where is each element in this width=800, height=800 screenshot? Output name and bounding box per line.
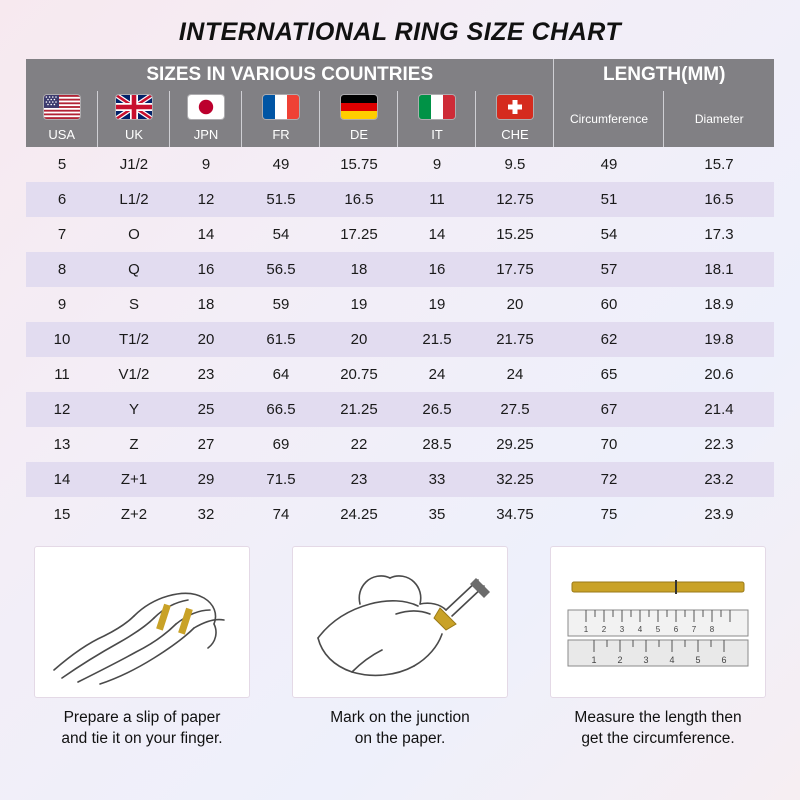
- table-row: [26, 392, 774, 427]
- flag-france-icon: [263, 95, 299, 119]
- svg-text:3: 3: [643, 655, 649, 665]
- table-cell: 18.1: [664, 252, 774, 287]
- svg-text:5: 5: [655, 625, 661, 634]
- table-cell: 32.25: [476, 462, 554, 497]
- table-cell: 9: [432, 156, 442, 173]
- table-cell: 61.5: [242, 322, 320, 357]
- country-col-uk: [98, 91, 170, 147]
- table-cell: 17.75: [476, 252, 554, 287]
- table-cell: 51.5: [242, 182, 320, 217]
- table-row: [26, 497, 774, 532]
- table-cell: 29: [170, 462, 242, 497]
- table-cell: S: [128, 296, 139, 313]
- table-group-header-row: [26, 59, 774, 91]
- country-code-che: CHE: [501, 127, 529, 142]
- table-cell: 23: [197, 366, 215, 383]
- table-cell: 5: [57, 156, 67, 173]
- ring-size-table: [26, 59, 774, 532]
- country-col-jpn: [170, 91, 242, 147]
- table-cell: 51: [554, 182, 664, 217]
- table-cell: 14: [197, 226, 215, 243]
- table-cell: Z: [129, 436, 139, 453]
- table-cell: 16.5: [664, 182, 774, 217]
- svg-text:6: 6: [721, 655, 727, 665]
- table-cell: 69: [272, 436, 290, 453]
- svg-text:2: 2: [617, 655, 623, 665]
- table-cell: 57: [554, 252, 664, 287]
- table-cell: 18: [197, 296, 215, 313]
- group-header-countries: SIZES IN VARIOUS COUNTRIES: [26, 59, 554, 91]
- table-cell: 6: [26, 182, 98, 217]
- table-cell: 15: [53, 506, 71, 523]
- table-cell: 20.6: [704, 366, 734, 383]
- svg-text:4: 4: [669, 655, 675, 665]
- table-row: [26, 217, 774, 252]
- table-cell: 75: [600, 506, 618, 523]
- group-header-length: LENGTH(MM): [554, 59, 774, 91]
- table-row: [26, 252, 774, 287]
- table-cell: 16.5: [320, 182, 398, 217]
- table-cell: 12: [26, 392, 98, 427]
- table-cell: 72: [554, 462, 664, 497]
- table-cell: 7: [57, 226, 67, 243]
- table-cell: 70: [600, 436, 618, 453]
- table-row: [26, 462, 774, 497]
- table-cell: 24: [428, 366, 446, 383]
- table-cell: 65: [600, 366, 618, 383]
- country-code-de: DE: [349, 127, 369, 142]
- table-cell: 21.75: [476, 322, 554, 357]
- step-1-caption: Prepare a slip of paper and tie it on your finger.: [61, 709, 223, 747]
- table-cell: 22: [350, 436, 368, 453]
- svg-text:6: 6: [673, 625, 679, 634]
- table-cell: 49: [272, 156, 290, 173]
- table-cell: 25: [170, 392, 242, 427]
- table-cell: 14: [26, 462, 98, 497]
- table-cell: 19: [350, 296, 368, 313]
- table-row: [26, 182, 774, 217]
- table-cell: 56.5: [242, 252, 320, 287]
- table-cell: 24.25: [340, 506, 378, 523]
- table-cell: 60: [600, 296, 618, 313]
- table-cell: 67: [554, 392, 664, 427]
- table-cell: 20.75: [340, 366, 378, 383]
- step-card-1: [34, 546, 250, 750]
- table-cell: 62: [554, 322, 664, 357]
- flag-italy-icon: [419, 95, 455, 119]
- svg-text:3: 3: [619, 625, 625, 634]
- table-cell: 19.8: [664, 322, 774, 357]
- table-cell: 22.3: [704, 436, 734, 453]
- flag-uk-icon: [116, 95, 152, 119]
- table-cell: 21.4: [664, 392, 774, 427]
- country-col-it: [398, 91, 476, 147]
- country-code-it: IT: [431, 127, 443, 142]
- table-cell: 27: [197, 436, 215, 453]
- table-row: [26, 147, 774, 182]
- table-cell: 74: [272, 506, 290, 523]
- table-cell: 13: [53, 436, 71, 453]
- instruction-steps: [8, 546, 792, 750]
- table-cell: 23.2: [664, 462, 774, 497]
- table-cell: 20: [506, 296, 524, 313]
- table-cell: Z+1: [98, 462, 170, 497]
- table-cell: 16: [398, 252, 476, 287]
- table-cell: 29.25: [496, 436, 534, 453]
- table-row: [26, 427, 774, 462]
- table-cell: Z+2: [120, 506, 148, 523]
- country-code-uk: UK: [124, 127, 144, 142]
- svg-text:2: 2: [601, 625, 607, 634]
- table-cell: 24: [506, 366, 524, 383]
- table-cell: 20: [170, 322, 242, 357]
- table-cell: J1/2: [119, 156, 149, 173]
- table-cell: 8: [26, 252, 98, 287]
- country-code-usa: USA: [48, 127, 76, 142]
- page-title: INTERNATIONAL RING SIZE CHART: [178, 18, 622, 46]
- table-cell: 9: [57, 296, 67, 313]
- flag-germany-icon: [341, 95, 377, 119]
- table-cell: V1/2: [118, 366, 150, 383]
- step-3-caption: Measure the length then get the circumference.: [574, 709, 742, 747]
- table-flag-header-row: [26, 91, 774, 147]
- table-cell: 59: [272, 296, 290, 313]
- table-cell: 71.5: [242, 462, 320, 497]
- step-1-image: [34, 546, 250, 698]
- table-cell: 9.5: [504, 156, 526, 173]
- table-cell: 23: [320, 462, 398, 497]
- table-cell: 27.5: [476, 392, 554, 427]
- table-row: [26, 322, 774, 357]
- flag-usa-icon: [44, 95, 80, 119]
- ruler-measure-icon: [558, 552, 758, 692]
- table-cell: 64: [272, 366, 290, 383]
- table-cell: 26.5: [398, 392, 476, 427]
- table-cell: 32: [197, 506, 215, 523]
- table-cell: 11: [54, 366, 70, 383]
- table-cell: 10: [26, 322, 98, 357]
- country-code-fr: FR: [272, 127, 290, 142]
- table-cell: 9: [201, 156, 211, 173]
- svg-text:8: 8: [709, 625, 715, 634]
- table-cell: 14: [428, 226, 446, 243]
- table-cell: 54: [600, 226, 618, 243]
- table-cell: 15.75: [340, 156, 378, 173]
- country-code-jpn: JPN: [193, 127, 219, 142]
- table-cell: Y: [98, 392, 170, 427]
- svg-text:4: 4: [637, 625, 643, 634]
- step-card-2: [292, 546, 508, 750]
- table-cell: 16: [170, 252, 242, 287]
- table-cell: 20: [320, 322, 398, 357]
- country-col-fr: [242, 91, 320, 147]
- table-cell: 23.9: [704, 506, 734, 523]
- table-row: [26, 357, 774, 392]
- table-cell: 12: [170, 182, 242, 217]
- hand-marking-pen-icon: [300, 552, 500, 692]
- table-cell: T1/2: [98, 322, 170, 357]
- flag-switzerland-icon: [497, 95, 533, 119]
- table-cell: 15.7: [704, 156, 734, 173]
- step-card-3: [550, 546, 766, 750]
- table-cell: Q: [98, 252, 170, 287]
- table-cell: 15.25: [496, 226, 534, 243]
- table-cell: 17.25: [340, 226, 378, 243]
- table-cell: 66.5: [242, 392, 320, 427]
- flag-japan-icon: [188, 95, 224, 119]
- table-cell: 49: [600, 156, 618, 173]
- table-row: [26, 287, 774, 322]
- table-cell: 34.75: [496, 506, 534, 523]
- table-cell: 11: [398, 182, 476, 217]
- table-cell: 28.5: [422, 436, 452, 453]
- svg-text:7: 7: [691, 625, 697, 634]
- hand-with-paper-strip-icon: [42, 552, 242, 692]
- svg-text:1: 1: [591, 655, 597, 665]
- step-2-caption: Mark on the junction on the paper.: [330, 709, 470, 747]
- country-col-usa: [26, 91, 98, 147]
- country-col-che: [476, 91, 554, 147]
- table-cell: 35: [428, 506, 446, 523]
- table-cell: 18: [320, 252, 398, 287]
- table-cell: 17.3: [704, 226, 734, 243]
- country-col-de: [320, 91, 398, 147]
- length-col-diameter: Diameter: [664, 91, 774, 147]
- table-cell: 18.9: [704, 296, 734, 313]
- step-3-image: [550, 546, 766, 698]
- table-cell: 12.75: [476, 182, 554, 217]
- length-col-circumference: Circumference: [554, 91, 664, 147]
- table-cell: 33: [398, 462, 476, 497]
- table-cell: L1/2: [98, 182, 170, 217]
- table-cell: 54: [272, 226, 290, 243]
- svg-text:1: 1: [583, 625, 589, 634]
- table-cell: 21.25: [320, 392, 398, 427]
- svg-text:5: 5: [695, 655, 701, 665]
- table-body: [26, 147, 774, 532]
- table-cell: 21.5: [398, 322, 476, 357]
- step-2-image: [292, 546, 508, 698]
- table-cell: 19: [428, 296, 446, 313]
- table-cell: O: [128, 226, 140, 243]
